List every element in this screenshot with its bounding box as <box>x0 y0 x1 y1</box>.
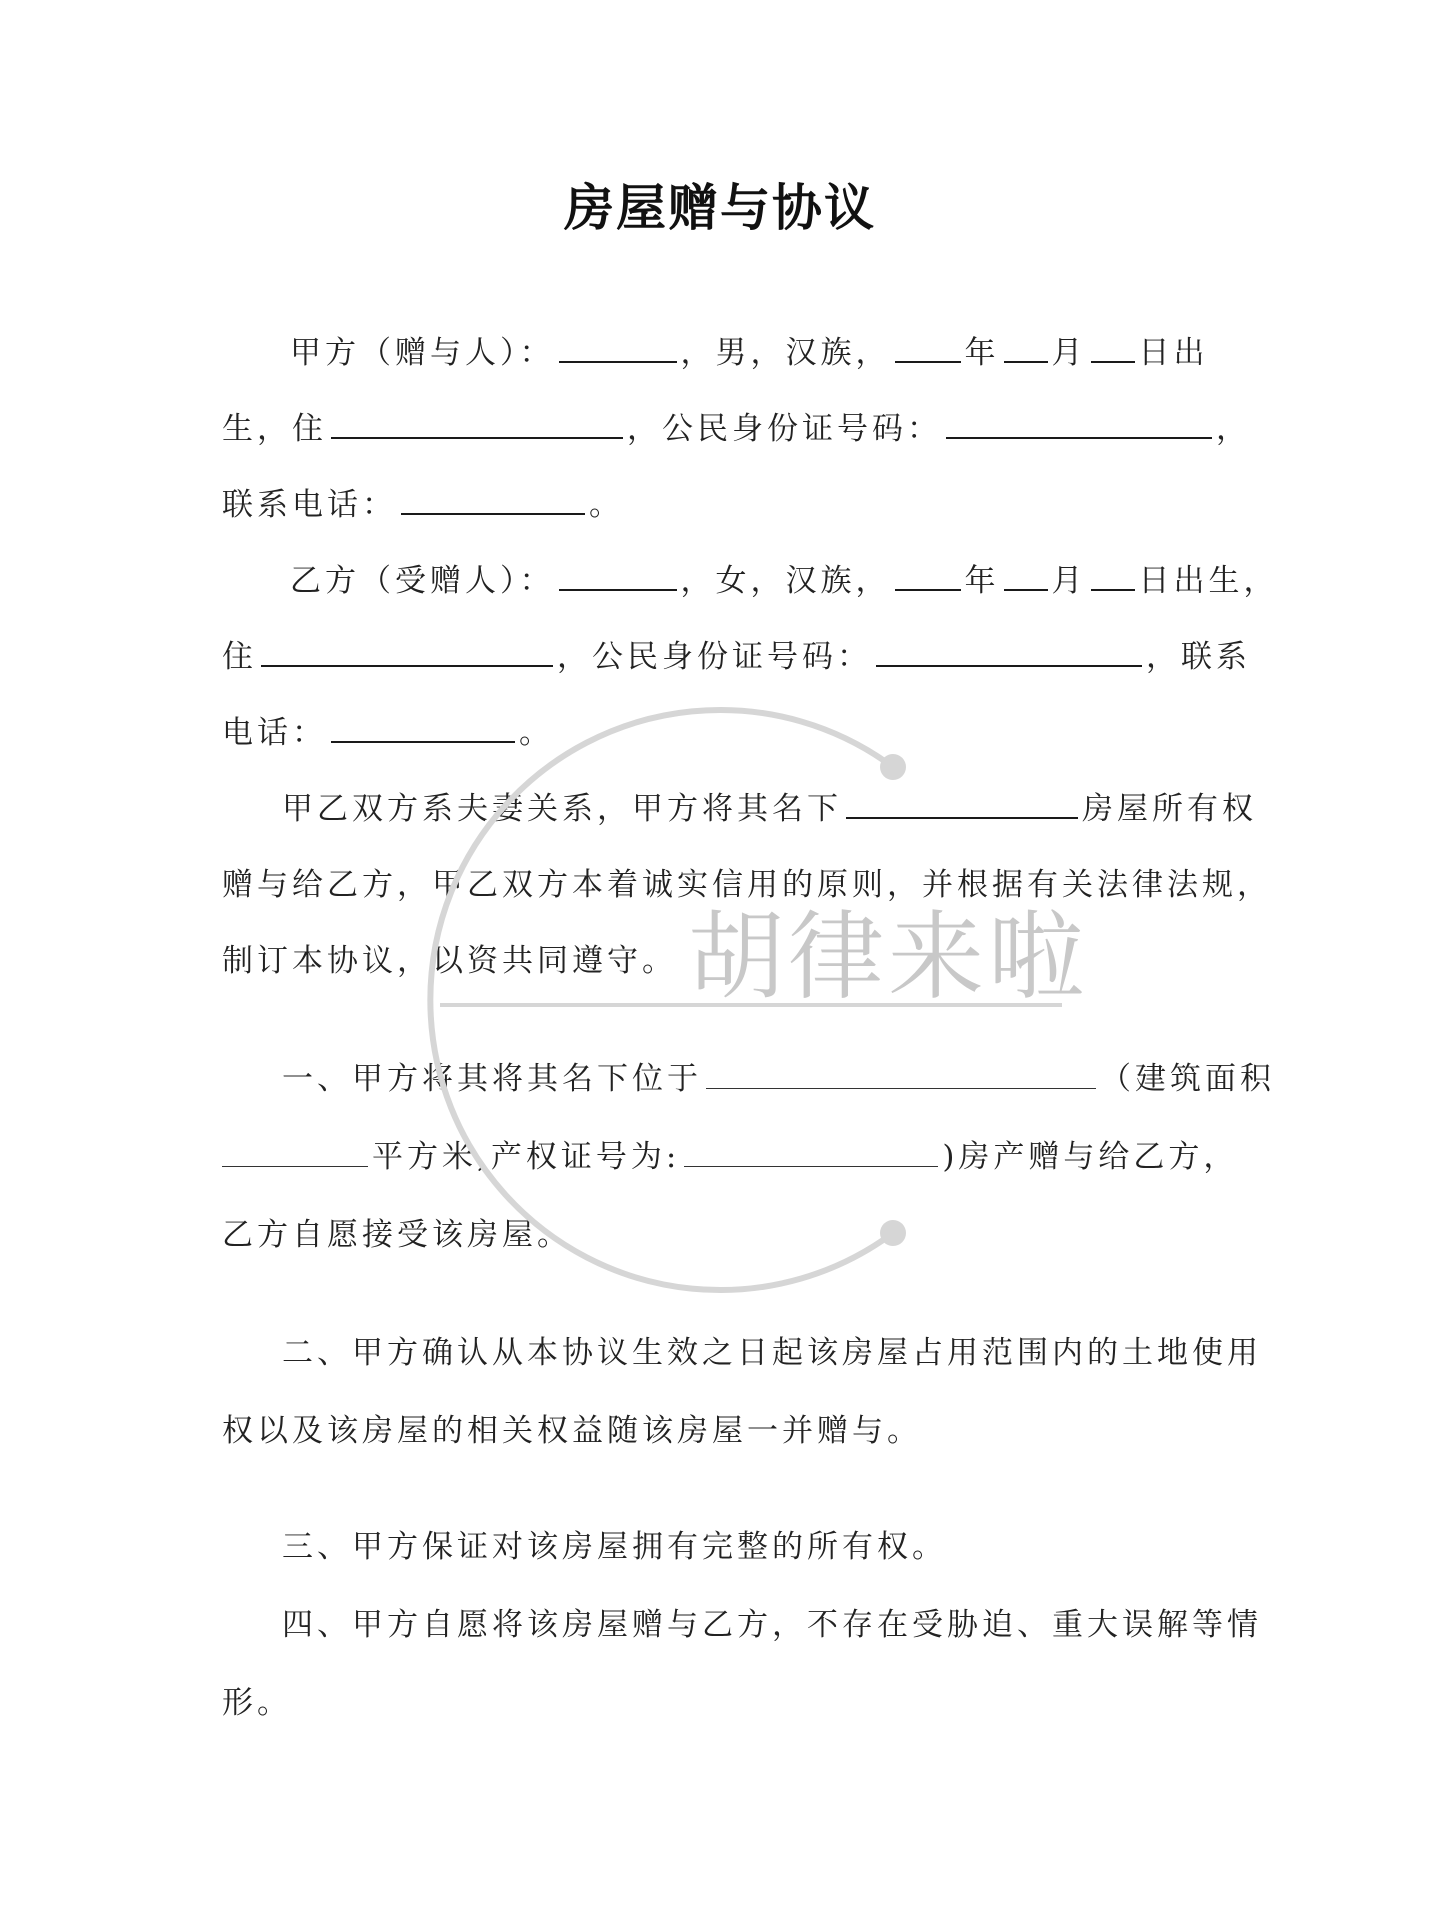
property-location-blank <box>706 1060 1096 1089</box>
punctuation: ， <box>1216 411 1251 447</box>
clause-3-line-1: 三、甲方保证对该房屋拥有完整的所有权。 <box>282 1529 947 1565</box>
clause-1-line-2 <box>222 1137 1238 1177</box>
party-a-phone-blank <box>401 485 585 515</box>
party-b-line-3 <box>222 713 554 753</box>
party-a-name-blank <box>559 333 677 363</box>
party-b-month-blank <box>1004 561 1048 591</box>
party-a-gender-ethnicity: ，男，汉族， <box>680 335 891 371</box>
clause-1-line-3: 乙方自愿接受该房屋。 <box>222 1217 572 1253</box>
month-label: 月 <box>1051 563 1087 599</box>
party-b-line-2 <box>222 637 1251 677</box>
party-a-address-blank <box>331 409 623 439</box>
day-birth-label: 日出生， <box>1138 563 1279 599</box>
party-b-residence-label: 住 <box>222 639 257 675</box>
party-a-line-3 <box>222 485 624 525</box>
property-blank <box>846 789 1078 819</box>
party-b-day-blank <box>1091 561 1135 591</box>
floor-area-blank <box>222 1138 368 1167</box>
month-label: 月 <box>1051 335 1087 371</box>
watermark-dot-top <box>880 754 906 780</box>
preamble-line-1 <box>282 789 1257 829</box>
year-label: 年 <box>964 563 1000 599</box>
watermark-text: 胡律来啦 <box>688 901 1088 1013</box>
party-b-phone-blank <box>331 713 515 743</box>
party-a-year-blank <box>895 333 961 363</box>
party-b-address-blank <box>261 637 553 667</box>
clause-4-line-1: 四、甲方自愿将该房屋赠与乙方，不存在受胁迫、重大误解等情 <box>282 1607 1262 1643</box>
party-a-day-blank <box>1091 333 1135 363</box>
clause-1-text: )房产赠与给乙方， <box>942 1139 1239 1175</box>
party-a-residence-label: 生，住 <box>222 411 327 447</box>
party-a-id-label: ，公民身份证号码： <box>627 411 942 447</box>
party-b-phone-label: 电话： <box>222 715 327 751</box>
clause-1-line-1 <box>282 1059 1275 1099</box>
party-b-gender-ethnicity: ，女，汉族， <box>680 563 891 599</box>
party-a-line-2 <box>222 409 1251 449</box>
party-a-id-blank <box>946 409 1212 439</box>
year-label: 年 <box>964 335 1000 371</box>
document-title: 房屋赠与协议 <box>564 179 876 237</box>
clause-2-line-2: 权以及该房屋的相关权益随该房屋一并赠与。 <box>222 1413 922 1449</box>
party-a-month-blank <box>1004 333 1048 363</box>
party-a-label: 甲方（赠与人）： <box>290 335 555 371</box>
preamble-line-2: 赠与给乙方，甲乙双方本着诚实信用的原则，并根据有关法律法规， <box>222 867 1272 903</box>
certificate-number-blank <box>684 1138 938 1167</box>
punctuation: 。 <box>589 487 624 523</box>
clause-1-text: 平方米,产权证号为: <box>372 1139 681 1175</box>
day-birth-label: 日出 <box>1138 335 1209 371</box>
party-b-year-blank <box>895 561 961 591</box>
watermark-dot-bottom <box>880 1220 906 1246</box>
preamble-text: 甲乙双方系夫妻关系，甲方将其名下 <box>282 791 842 827</box>
party-b-id-label: ，公民身份证号码： <box>557 639 872 675</box>
party-b-name-blank <box>559 561 677 591</box>
preamble-text: 房屋所有权 <box>1082 791 1257 827</box>
party-a-phone-label: 联系电话： <box>222 487 397 523</box>
clause-1-text: 一、甲方将其将其名下位于 <box>282 1061 702 1097</box>
party-b-id-blank <box>876 637 1142 667</box>
party-b-label: 乙方（受赠人）： <box>290 563 555 599</box>
preamble-line-3: 制订本协议，以资共同遵守。 <box>222 943 677 979</box>
party-a-line-1 <box>290 333 1209 373</box>
clause-4-line-2: 形。 <box>222 1685 292 1721</box>
party-b-line-1 <box>290 561 1279 601</box>
punctuation: 。 <box>519 715 554 751</box>
party-b-contact-label: ，联系 <box>1146 639 1251 675</box>
clause-1-text: （建筑面积 <box>1100 1061 1275 1097</box>
clause-2-line-1: 二、甲方确认从本协议生效之日起该房屋占用范围内的土地使用 <box>282 1335 1262 1371</box>
